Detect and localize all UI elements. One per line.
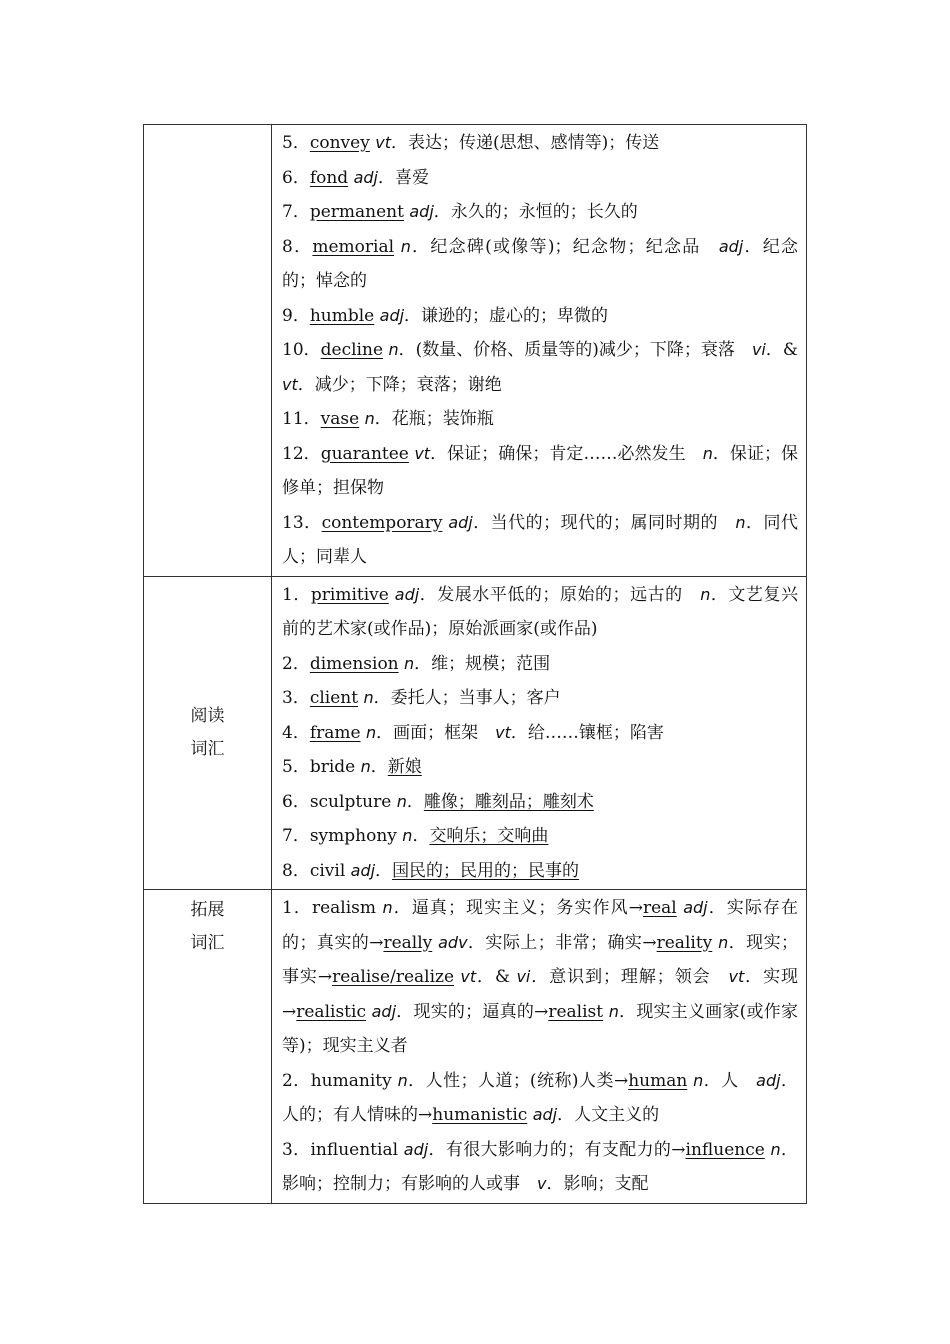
part-of-speech: vt <box>414 443 431 463</box>
entry-text: ．现实主义画家(或作家等)；现实主义者 <box>282 1001 798 1056</box>
vocab-entry <box>282 299 798 334</box>
entry-text: 12． <box>282 443 321 464</box>
entry-text: ．有很大影响力的；有支配力的→ <box>428 1139 686 1160</box>
entry-text: ．纪念的；悼念的 <box>282 236 799 291</box>
part-of-speech: n <box>608 1001 619 1021</box>
part-of-speech: n <box>700 584 711 604</box>
vocab-term: 交响乐；交响曲 <box>429 826 549 846</box>
entry-text: ．意识到；理解；领会 <box>530 967 729 987</box>
vocab-term: memorial <box>312 236 395 257</box>
entry-text: ．纪念碑(或像等)；纪念物；纪念品 <box>410 236 719 257</box>
entry-text: ．减少；下降；衰落；谢绝 <box>297 374 502 395</box>
part-of-speech: n <box>718 932 729 952</box>
vocab-entry <box>282 681 798 716</box>
vocab-term: contemporary <box>321 512 443 533</box>
part-of-speech: adj <box>353 167 378 187</box>
vocab-entry <box>282 126 798 161</box>
part-of-speech: n <box>402 826 413 845</box>
entry-text: 1．realism <box>282 898 383 918</box>
vocab-term: reality <box>656 932 713 953</box>
part-of-speech: n <box>388 340 399 359</box>
entry-text: ．委托人；当事人；客户 <box>373 688 561 708</box>
section-label-line: 词汇 <box>190 738 225 759</box>
part-of-speech: vt <box>460 967 477 986</box>
part-of-speech: n <box>770 1139 781 1159</box>
entry-text: 2． <box>282 653 310 674</box>
table-row <box>144 890 807 1204</box>
vocab-term: humanistic <box>432 1105 528 1125</box>
entry-text: ．喜爱 <box>378 167 429 188</box>
vocabulary-table <box>143 124 807 1204</box>
part-of-speech: vt <box>495 722 511 742</box>
part-of-speech: adj <box>448 512 473 532</box>
entry-text: ．影响；控制力；有影响的人或事 <box>282 1139 799 1194</box>
vocab-entry <box>282 891 798 1064</box>
section-label-line: 阅读 <box>190 705 225 726</box>
entry-text: ．发展水平低的；原始的；远古的 <box>419 584 701 605</box>
vocab-entry <box>282 716 798 751</box>
vocab-term: client <box>309 688 359 708</box>
entry-text: ．人 <box>703 1070 757 1091</box>
entry-text <box>394 237 401 257</box>
vocab-entry <box>282 785 798 820</box>
entry-text: ．画面；框架 <box>376 722 496 743</box>
entry-text: ．实际上；非常；确实→ <box>467 932 657 953</box>
vocab-entry <box>282 230 798 299</box>
vocab-term: humble <box>309 305 375 326</box>
entry-text: ．文艺复兴前的艺术家(或作品)；原始派画家(或作品) <box>282 584 798 639</box>
part-of-speech: n <box>397 1070 408 1090</box>
table-row <box>144 576 807 890</box>
section-label <box>144 125 272 577</box>
entry-text: 8． <box>282 236 313 257</box>
vocab-entry <box>282 1133 798 1202</box>
vocab-entry <box>282 750 798 785</box>
entry-text: 7． <box>282 202 310 222</box>
part-of-speech: n <box>735 512 746 532</box>
entry-text: 3． <box>282 688 310 708</box>
entry-text: ． <box>375 860 393 881</box>
part-of-speech: adj <box>683 898 708 917</box>
section-label-line: 拓展 <box>190 900 225 920</box>
entry-text: ．& <box>476 967 517 987</box>
entry-text: ．花瓶；装饰瓶 <box>374 409 494 429</box>
part-of-speech: adj <box>756 1070 781 1090</box>
vocab-term: real <box>642 898 677 918</box>
part-of-speech: adj <box>718 236 744 256</box>
part-of-speech: n <box>365 722 377 742</box>
part-of-speech: adj <box>350 860 376 880</box>
entry-text: ．现实的；逼真的→ <box>396 1001 549 1022</box>
part-of-speech: adj <box>379 305 405 325</box>
entries-cell <box>272 576 807 890</box>
table-row <box>144 125 807 577</box>
vocab-term: fond <box>309 167 349 188</box>
part-of-speech: adj <box>532 1105 558 1124</box>
entry-text: ．给……镶框；陷害 <box>510 722 664 743</box>
vocab-entry <box>282 437 798 506</box>
part-of-speech: n <box>396 791 407 811</box>
part-of-speech: n <box>404 653 415 673</box>
part-of-speech: adj <box>403 1139 429 1159</box>
entry-text: ．逼真；现实主义；务实作风→ <box>392 898 643 918</box>
part-of-speech: n <box>360 757 371 776</box>
part-of-speech: n <box>693 1070 704 1090</box>
vocab-entry <box>282 1064 798 1133</box>
part-of-speech: n <box>363 688 374 707</box>
vocab-term: convey <box>309 133 370 153</box>
entry-text: 11． <box>282 409 321 429</box>
part-of-speech: adj <box>371 1001 397 1021</box>
part-of-speech: n <box>364 409 375 428</box>
vocab-term: frame <box>309 722 361 743</box>
section-label <box>144 890 272 1204</box>
part-of-speech: vi <box>751 340 766 359</box>
vocab-entry <box>282 195 798 230</box>
entry-text: ．保证；确保；肯定……必然发生 <box>430 443 703 464</box>
entry-text: ．现实；事实→ <box>282 932 799 987</box>
entry-text: ．影响；支配 <box>546 1174 649 1194</box>
entry-text: 2．humanity <box>282 1070 398 1091</box>
vocab-entry <box>282 819 798 854</box>
entry-text: 5． <box>282 133 310 153</box>
entry-text: ．永久的；永恒的；长久的 <box>433 202 638 222</box>
entry-text: 9． <box>282 305 310 326</box>
entry-text: ．人性；人道；(统称)人类→ <box>407 1070 629 1091</box>
vocab-term: guarantee <box>320 443 409 464</box>
vocab-term: human <box>628 1070 688 1091</box>
part-of-speech: v <box>537 1174 547 1193</box>
entry-text: ．(数量、价格、质量等的)减少；下降；衰落 <box>398 340 752 360</box>
entry-text: 8．civil <box>282 860 351 881</box>
entry-text: 6．sculpture <box>282 791 397 812</box>
vocab-term: permanent <box>309 202 404 222</box>
part-of-speech: adv <box>438 932 468 952</box>
vocab-entry <box>282 402 798 437</box>
vocab-entry <box>282 161 798 196</box>
vocab-entry <box>282 506 798 575</box>
part-of-speech: n <box>400 236 411 256</box>
entry-text: ．人文主义的 <box>557 1105 660 1125</box>
entry-text: 4． <box>282 722 310 743</box>
entry-text: ．谦逊的；虚心的；卑微的 <box>404 305 609 326</box>
vocab-term: vase <box>320 409 360 429</box>
part-of-speech: n <box>382 898 393 917</box>
entries-cell <box>272 125 807 577</box>
entry-text: 3．influential <box>282 1139 404 1160</box>
part-of-speech: n <box>702 443 713 463</box>
vocab-entry <box>282 333 798 402</box>
vocab-term: primitive <box>310 584 389 605</box>
vocab-term: really <box>383 932 433 953</box>
entry-text: 1． <box>282 584 311 605</box>
vocab-entry <box>282 854 798 889</box>
vocab-term: influence <box>685 1139 765 1160</box>
entry-text: ．实现→ <box>282 967 799 1022</box>
entry-text: ． <box>370 757 388 777</box>
entry-text: 13． <box>282 512 322 533</box>
vocab-term: decline <box>320 340 384 360</box>
entry-text: 7．symphony <box>282 826 403 846</box>
part-of-speech: adj <box>409 202 434 221</box>
entry-text: ． <box>412 826 430 846</box>
vocab-entry <box>282 578 798 647</box>
entry-text: 6． <box>282 167 310 188</box>
entry-text: ． <box>406 791 424 812</box>
vocab-term: 雕像；雕刻品；雕刻术 <box>423 791 594 812</box>
vocab-term: 新娘 <box>387 757 422 777</box>
vocab-term: realistic <box>296 1001 366 1022</box>
part-of-speech: vi <box>516 967 531 986</box>
entry-text: ．当代的；现代的；属同时期的 <box>472 512 736 533</box>
entry-text: ．维；规模；范围 <box>414 653 551 674</box>
vocab-term: realise/realize <box>332 967 455 987</box>
vocab-term: dimension <box>309 653 399 674</box>
vocab-entry <box>282 647 798 682</box>
entry-text: 5．bride <box>282 757 361 777</box>
entry-text: ．& <box>765 340 799 360</box>
entry-text: ．实际存在的；真实的→ <box>282 898 799 953</box>
entry-text: 10． <box>282 340 321 360</box>
entries-cell <box>272 890 807 1204</box>
entry-text: ．人的；有人情味的→ <box>282 1070 799 1125</box>
vocab-term: 国民的；民用的；民事的 <box>392 860 580 881</box>
entry-text: ．表达；传递(思想、感情等)；传送 <box>390 133 660 153</box>
part-of-speech: adj <box>394 584 420 604</box>
vocab-term: realist <box>548 1001 604 1022</box>
part-of-speech: vt <box>375 133 391 152</box>
section-label-line: 词汇 <box>190 933 225 953</box>
entry-text: ．同代人；同辈人 <box>282 512 799 567</box>
entry-text: ．保证；保修单；担保物 <box>282 443 799 498</box>
section-label <box>144 576 272 890</box>
part-of-speech: vt <box>282 374 298 394</box>
part-of-speech: vt <box>728 967 745 986</box>
